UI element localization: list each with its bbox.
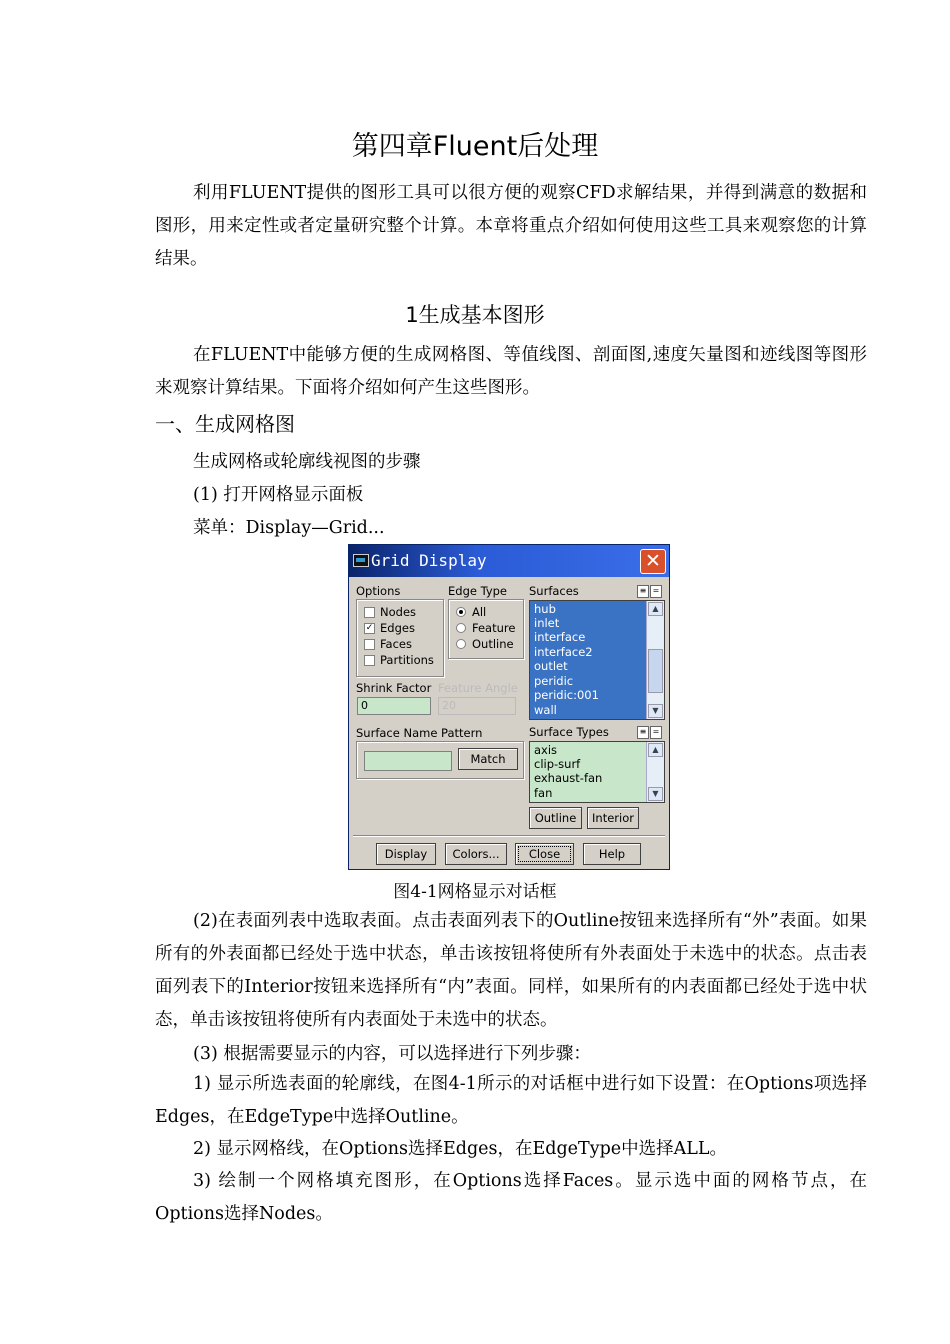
outline-button[interactable]: Outline [529,807,582,829]
subsection-heading: 一、生成网格图 [155,412,295,436]
feature-angle-label: Feature Angle [438,681,518,695]
shrink-factor-label: Shrink Factor [356,681,432,695]
deselect-all-icon[interactable]: = [650,585,662,598]
match-button[interactable]: Match [458,748,518,770]
surface-item[interactable]: interface2 [534,645,593,659]
sub-step-3: 3) 绘制一个网格填充图形，在Options选择Faces。显示选中面的网格节点，在Options选择Nodes。 [155,1171,867,1224]
section-heading: 1生成基本图形 [405,303,545,327]
grid-display-dialog [348,544,670,870]
edges-checkbox[interactable]: ✓ [365,623,374,633]
partitions-label: Partitions [380,653,434,667]
types-scrollbar[interactable] [646,742,664,802]
shrink-factor-field[interactable]: 0 [357,697,431,715]
menu-path: 菜单：Display—Grid... [193,518,385,538]
surface-item[interactable]: peridic:001 [534,688,599,702]
surfaces-list[interactable] [529,600,665,720]
surface-item[interactable]: inlet [534,616,560,630]
scroll-up-icon[interactable]: ▲ [648,743,663,757]
edges-label: Edges [380,621,415,635]
dialog-titlebar[interactable] [349,545,669,577]
interior-button[interactable]: Interior [587,807,639,829]
close-icon[interactable]: ✕ [640,549,666,574]
surface-item[interactable]: hub [534,602,556,616]
scroll-down-icon[interactable]: ▼ [648,787,663,801]
edge-outline-label: Outline [472,637,514,651]
surface-item[interactable]: peridic [534,674,574,688]
edge-all-radio[interactable] [456,607,466,617]
divider [353,835,665,836]
sub-step-2: 2) 显示网格线，在Options选择Edges，在EdgeType中选择ALL。 [193,1139,728,1159]
surface-type-item[interactable]: fan [534,786,553,800]
partitions-checkbox[interactable] [364,655,375,666]
surface-item[interactable]: wall [534,703,557,717]
chapter-title: 第四章Fluent后处理 [351,131,599,162]
scroll-thumb[interactable] [648,649,663,693]
surface-item[interactable]: interface [534,630,586,644]
surface-type-item[interactable]: axis [534,743,558,757]
sub-step-1: 1) 显示所选表面的轮廓线，在图4-1所示的对话框中进行如下设置：在Options项选择Edges，在EdgeType中选择Outline。 [155,1074,867,1127]
surfaces-label: Surfaces [529,584,579,598]
step-intro: 生成网格或轮廓线视图的步骤 [193,452,421,472]
dialog-title: Grid Display [371,551,487,570]
surface-type-item[interactable]: exhaust-fan [534,771,603,785]
types-deselect-all-icon[interactable]: = [650,726,662,739]
faces-label: Faces [380,637,412,651]
surfaces-scrollbar[interactable] [646,601,664,719]
app-icon [353,554,369,567]
display-button[interactable]: Display [376,843,436,865]
intro-paragraph: 利用FLUENT提供的图形工具可以很方便的观察CFD求解结果，并得到满意的数据和图形，用来定性或者定量研究整个计算。本章将重点介绍如何使用这些工具来观察您的计算结果。 [155,183,867,269]
edge-type-label: Edge Type [448,584,508,598]
surface-types-list[interactable] [529,741,665,803]
section-paragraph: 在FLUENT中能够方便的生成网格图、等值线图、剖面图,速度矢量图和迹线图等图形来观察计算结果。下面将介绍如何产生这些图形。 [155,345,867,398]
scroll-down-icon[interactable]: ▼ [648,704,663,718]
close-button[interactable]: Close [515,843,574,865]
edge-all-label: All [472,605,487,619]
edge-feature-radio[interactable] [456,623,466,633]
types-select-all-icon[interactable]: ≡ [637,726,649,739]
step-1: (1) 打开网格显示面板 [193,485,364,505]
nodes-label: Nodes [380,605,417,619]
surface-item[interactable]: outlet [534,659,568,673]
nodes-checkbox[interactable] [364,607,375,618]
scroll-up-icon[interactable]: ▲ [648,602,663,616]
feature-angle-field[interactable]: 20 [438,697,516,715]
surface-name-pattern-input[interactable] [364,751,452,771]
step-2-paragraph: (2)在表面列表中选取表面。点击表面列表下的Outline按钮来选择所有“外”表面。如果所有的外表面都已经处于选中状态，单击该按钮将使所有外表面处于未选中的状态。点击表面列表下的Interior按钮来选择所有“内”表面。同样，如果所有的内表面都已经处于选中状态，单击该按钮将使所有内表面处于未选中的状态。 [155,911,867,1030]
surface-type-item[interactable]: clip-surf [534,757,581,771]
help-button[interactable]: Help [583,843,641,865]
edge-feature-label: Feature [472,621,516,635]
edge-outline-radio[interactable] [456,639,466,649]
surface-name-pattern-label: Surface Name Pattern [356,726,483,740]
colors-button[interactable]: Colors... [445,843,507,865]
faces-checkbox[interactable] [364,639,375,650]
surface-types-label: Surface Types [529,725,609,739]
figure-caption: 图4-1网格显示对话框 [393,882,557,902]
options-label: Options [356,584,401,598]
step-3: (3) 根据需要显示的内容，可以选择进行下列步骤： [193,1044,591,1064]
select-all-icon[interactable]: ≡ [637,585,649,598]
